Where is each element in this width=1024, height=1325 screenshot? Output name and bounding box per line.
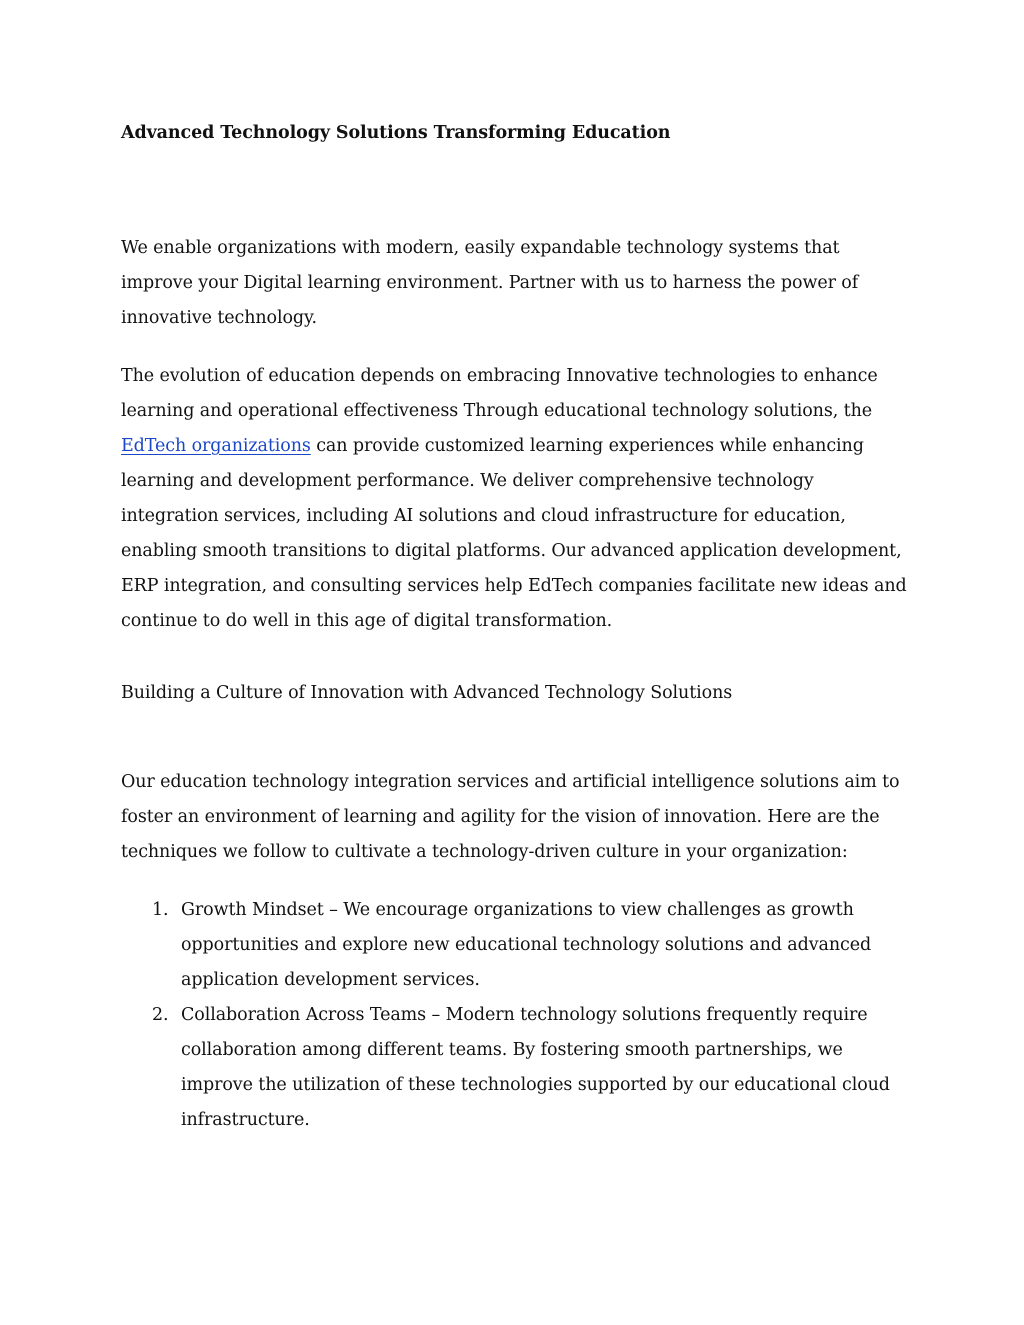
- evolution-paragraph-text-after: can provide customized learning experiences while enhancing learning and development performance. We deliver comprehensive technology integration services, including AI solutions and cloud infrastructure for education, enabling smooth transitions to digital platforms. Our advanced application development, ERP integration, and consulting services help EdTech companies facilitate new ideas and continue to do well in this age of digital transformation.: [121, 436, 907, 631]
- intro-paragraph: We enable organizations with modern, easily expandable technology systems that improve your Digital learning environment. Partner with us to harness the power of innovative technology.: [121, 238, 859, 328]
- list-item-number: 2.: [152, 1005, 169, 1025]
- document-body: [121, 118, 907, 1138]
- evolution-paragraph: [121, 359, 907, 639]
- edtech-organizations-link[interactable]: EdTech organizations: [121, 436, 311, 456]
- list-item-text: Growth Mindset – We encourage organizations to view challenges as growth opportunities and explore new educational technology solutions and advanced application development services.: [181, 900, 872, 990]
- techniques-list: [121, 893, 907, 1138]
- techniques-paragraph: Our education technology integration services and artificial intelligence solutions aim to foster an environment of learning and agility for the vision of innovation. Here are the techniques we follow to cultivate a technology-driven culture in your organization:: [121, 772, 900, 862]
- section-subheading: Building a Culture of Innovation with Advanced Technology Solutions: [121, 683, 733, 703]
- list-item-number: 1.: [152, 900, 169, 920]
- list-item: [121, 998, 907, 1138]
- list-item: [121, 893, 907, 998]
- list-item-text: Collaboration Across Teams – Modern technology solutions frequently require collaboration among different teams. By fostering smooth partnerships, we improve the utilization of these technologies supported by our educational cloud infrastructure.: [181, 1005, 890, 1130]
- document-title: Advanced Technology Solutions Transforming Education: [121, 123, 671, 143]
- evolution-paragraph-text-before: The evolution of education depends on embracing Innovative technologies to enhance learning and operational effectiveness Through educational technology solutions, the: [121, 366, 878, 421]
